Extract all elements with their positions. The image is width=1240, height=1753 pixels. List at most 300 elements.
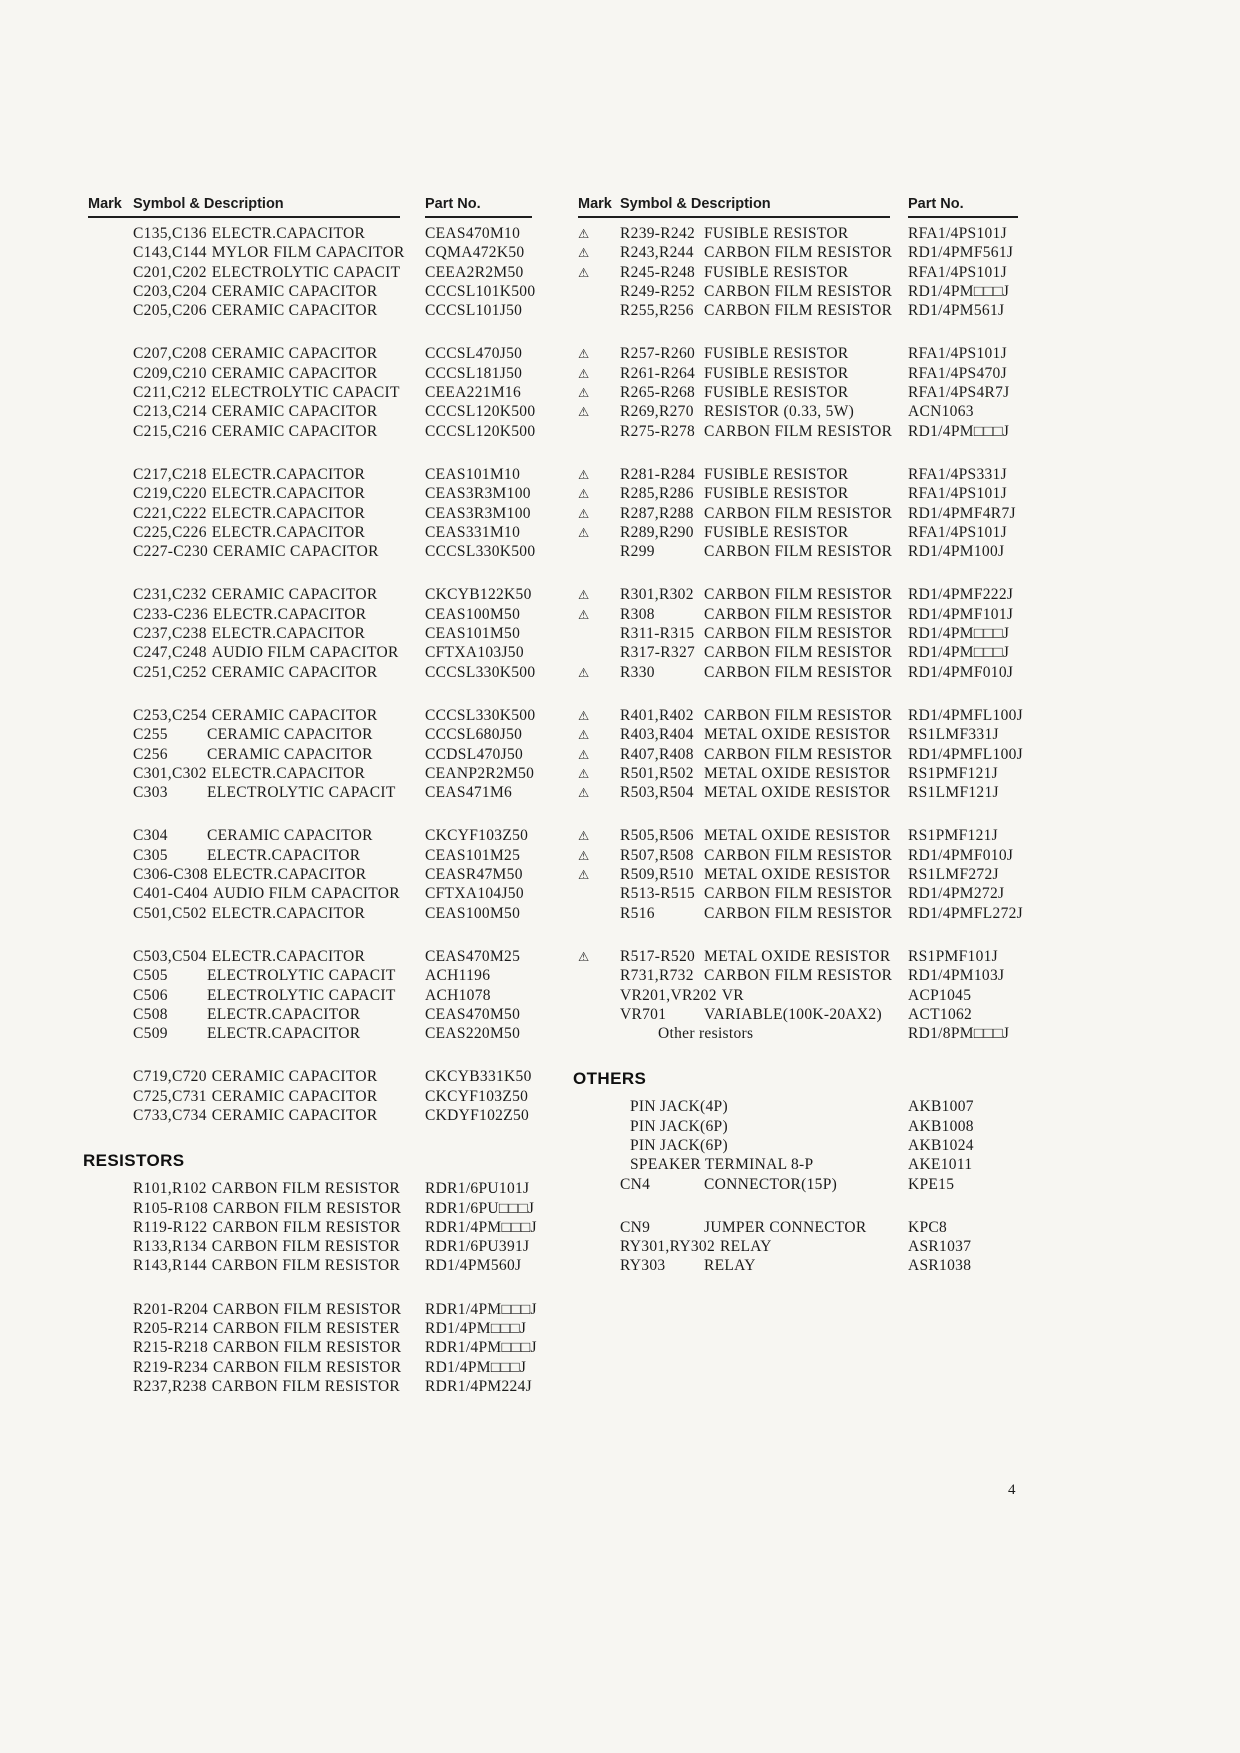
- component-group: [88, 465, 568, 561]
- description-cell: [620, 1155, 908, 1174]
- component-group: [88, 706, 568, 802]
- description-cell: [133, 1179, 425, 1198]
- parts-row: [88, 624, 568, 643]
- component-description: PIN JACK(6P): [630, 1117, 728, 1135]
- part-number-cell: RFA1/4PS101J: [908, 485, 1007, 503]
- part-number-cell: CEAS331M10: [425, 523, 521, 541]
- component-symbol: R317-R327: [620, 644, 696, 662]
- component-description: CARBON FILM RESISTOR: [211, 1238, 401, 1256]
- component-symbol: R403,R404: [620, 726, 694, 744]
- part-number-cell: CCCSL330K500: [425, 663, 536, 681]
- part-number-cell: CEAS100M50: [425, 605, 521, 623]
- description-cell: [133, 1256, 425, 1275]
- component-description: ELECTROLYTIC CAPACIT: [207, 967, 396, 985]
- column-header-left-group: [578, 196, 890, 218]
- part-number-cell: RD1/4PMF010J: [908, 663, 1014, 681]
- description-cell: [133, 745, 425, 764]
- component-description: CERAMIC CAPACITOR: [211, 403, 378, 421]
- parts-row: [578, 966, 1058, 985]
- description-cell: [133, 585, 425, 604]
- part-number-cell: RDR1/4PM□□□J: [425, 1339, 537, 1357]
- component-symbol: C255: [133, 726, 168, 744]
- component-description: CARBON FILM RESISTOR: [213, 1339, 402, 1357]
- parts-row: [88, 402, 568, 421]
- component-description: ELECTR.CAPACITOR: [213, 605, 367, 623]
- component-description: CARBON FILM RESISTOR: [704, 302, 893, 320]
- description-cell: [133, 1005, 425, 1024]
- component-symbol: C306-C308: [133, 866, 209, 884]
- component-symbol: C251,C252: [133, 663, 207, 681]
- component-description: ELECTR.CAPACITOR: [207, 846, 361, 864]
- description-cell: [133, 706, 425, 725]
- component-description: CERAMIC CAPACITOR: [211, 364, 378, 382]
- page-number: 4: [1008, 1482, 1016, 1498]
- parts-row: [578, 344, 1058, 363]
- parts-row: [88, 301, 568, 320]
- part-number-cell: CCDSL470J50: [425, 745, 524, 763]
- component-description: CARBON FILM RESISTOR: [704, 586, 893, 604]
- description-cell: [620, 402, 908, 421]
- component-description: METAL OXIDE RESISTOR: [704, 726, 891, 744]
- parts-row: [88, 344, 568, 363]
- part-number-cell: CEAS471M6: [425, 784, 513, 802]
- parts-row: [578, 1256, 1058, 1275]
- component-symbol: R330: [620, 663, 655, 681]
- component-symbol: C506: [133, 986, 168, 1004]
- component-description: FUSIBLE RESISTOR: [704, 384, 849, 402]
- description-cell: [620, 605, 908, 624]
- part-number-cell: RD1/4PMFL100J: [908, 706, 1024, 724]
- component-description: ELECTR.CAPACITOR: [211, 465, 366, 483]
- part-number-cell: RFA1/4PS4R7J: [908, 384, 1010, 402]
- warning-triangle-icon: ⚠: [578, 746, 590, 762]
- component-symbol: R205-R214: [133, 1320, 209, 1338]
- component-symbol: R513-R515: [620, 885, 696, 903]
- description-cell: [133, 504, 425, 523]
- warning-triangle-icon: ⚠: [578, 346, 590, 362]
- component-symbol: C719,C720: [133, 1068, 207, 1086]
- component-description: RELAY: [720, 1238, 772, 1256]
- part-number-cell: RDR1/4PM224J: [425, 1377, 532, 1395]
- part-number-cell: RD1/4PMF010J: [908, 846, 1014, 864]
- component-symbol: C508: [133, 1005, 168, 1023]
- parts-row: [578, 402, 1058, 421]
- part-number-cell: RFA1/4PS470J: [908, 364, 1007, 382]
- component-symbol: R407,R408: [620, 745, 694, 763]
- description-cell: [620, 1237, 908, 1256]
- part-number-cell: KPC8: [908, 1218, 948, 1236]
- description-cell: [620, 947, 908, 966]
- component-symbol: VR201,VR202: [620, 986, 717, 1004]
- parts-row: [578, 1097, 1058, 1116]
- component-symbol: C203,C204: [133, 282, 207, 300]
- part-number-cell: CKCYF103Z50: [425, 827, 529, 845]
- part-number-cell: RD1/4PMF101J: [908, 605, 1014, 623]
- description-cell: [133, 484, 425, 503]
- warning-triangle-icon: ⚠: [578, 707, 590, 723]
- component-group: [88, 585, 568, 681]
- component-symbol: C503,C504: [133, 947, 207, 965]
- warning-triangle-icon: ⚠: [578, 765, 590, 781]
- part-number-cell: RD1/4PM□□□J: [908, 644, 1010, 662]
- part-number-cell: ACN1063: [908, 403, 974, 421]
- section-heading-others: OTHERS: [573, 1069, 647, 1089]
- component-description: METAL OXIDE RESISTOR: [704, 866, 891, 884]
- parts-row: [578, 643, 1058, 662]
- component-symbol: C135,C136: [133, 225, 207, 242]
- component-description: VARIABLE(100K-20AX2): [704, 1005, 882, 1023]
- component-symbol: C304: [133, 827, 168, 845]
- parts-row: [88, 745, 568, 764]
- component-symbol: R261-R264: [620, 364, 696, 382]
- description-cell: [620, 764, 908, 783]
- component-symbol: R249-R252: [620, 282, 696, 300]
- parts-row: [88, 484, 568, 503]
- parts-row: [88, 725, 568, 744]
- component-description: CARBON FILM RESISTER: [213, 1320, 400, 1338]
- part-number-cell: RD1/4PM□□□J: [425, 1320, 527, 1338]
- component-symbol: C253,C254: [133, 706, 207, 724]
- part-number-cell: RD1/4PM561J: [908, 302, 1005, 320]
- parts-row: [88, 643, 568, 662]
- component-description: CERAMIC CAPACITOR: [211, 302, 378, 320]
- parts-row: [578, 301, 1058, 320]
- description-cell: [133, 846, 425, 865]
- part-number-cell: RS1LMF272J: [908, 866, 999, 884]
- component-symbol: R401,R402: [620, 706, 694, 724]
- component-description: CARBON FILM RESISTOR: [704, 244, 893, 262]
- component-description: CARBON FILM RESISTOR: [211, 1257, 401, 1275]
- parts-row: [88, 1300, 568, 1319]
- component-description: CERAMIC CAPACITOR: [211, 663, 378, 681]
- part-number-cell: AKB1008: [908, 1117, 974, 1135]
- component-symbol: R105-R108: [133, 1199, 209, 1217]
- component-description: CARBON FILM RESISTOR: [704, 663, 893, 681]
- parts-row: [578, 224, 1058, 243]
- component-group: [88, 1067, 568, 1125]
- column-header-part: Part No.: [908, 196, 1018, 218]
- part-number-cell: KPE15: [908, 1175, 955, 1193]
- component-symbol: C219,C220: [133, 485, 207, 503]
- part-number-cell: RD1/4PM□□□J: [908, 625, 1010, 643]
- parts-row: [578, 783, 1058, 802]
- component-symbol: R285,R286: [620, 485, 694, 503]
- part-number-cell: RD1/4PM□□□J: [425, 1358, 527, 1376]
- description-cell: [133, 344, 425, 363]
- warning-triangle-icon: ⚠: [578, 245, 590, 261]
- description-cell: [620, 1024, 908, 1043]
- parts-row: [88, 706, 568, 725]
- component-description: PIN JACK(4P): [630, 1098, 728, 1116]
- component-description: CARBON FILM RESISTOR: [211, 1377, 401, 1395]
- parts-row: [578, 282, 1058, 301]
- description-cell: [133, 243, 425, 262]
- description-cell: [133, 1338, 425, 1357]
- component-symbol: R245-R248: [620, 263, 696, 281]
- component-symbol: C725,C731: [133, 1087, 207, 1105]
- component-description: CARBON FILM RESISTOR: [704, 422, 893, 440]
- parts-row: [88, 605, 568, 624]
- column-header-mark: Mark: [88, 196, 122, 212]
- part-number-cell: CCCSL120K500: [425, 422, 536, 440]
- component-description: AUDIO FILM CAPACITOR: [211, 644, 399, 662]
- parts-row: [88, 846, 568, 865]
- part-number-cell: CKCYB122K50: [425, 586, 532, 604]
- description-cell: [133, 826, 425, 845]
- description-cell: [620, 504, 908, 523]
- component-description: CARBON FILM RESISTOR: [213, 1199, 402, 1217]
- description-cell: [133, 301, 425, 320]
- parts-row: [578, 1024, 1058, 1043]
- description-cell: [133, 904, 425, 923]
- column-header-part: Part No.: [425, 196, 532, 218]
- component-description: ELECTR.CAPACITOR: [211, 504, 366, 522]
- component-description: ELECTR.CAPACITOR: [211, 485, 366, 503]
- component-symbol: C205,C206: [133, 302, 207, 320]
- component-symbol: R265-R268: [620, 384, 696, 402]
- part-number-cell: CEAS3R3M100: [425, 504, 531, 522]
- part-number-cell: CEAS101M10: [425, 465, 521, 483]
- component-symbol: R503,R504: [620, 784, 694, 802]
- component-description: CARBON FILM RESISTOR: [213, 1300, 402, 1318]
- component-symbol: R243,R244: [620, 244, 694, 262]
- parts-row: [88, 826, 568, 845]
- part-number-cell: ACH1196: [425, 967, 491, 985]
- description-cell: [620, 1136, 908, 1155]
- description-cell: [133, 1300, 425, 1319]
- description-cell: [620, 865, 908, 884]
- description-cell: [133, 1106, 425, 1125]
- parts-row: [578, 484, 1058, 503]
- parts-row: [88, 1067, 568, 1086]
- column-header: [578, 196, 1058, 218]
- warning-triangle-icon: ⚠: [578, 606, 590, 622]
- component-description: ELECTR.CAPACITOR: [211, 904, 366, 922]
- component-group: [88, 1179, 568, 1275]
- parts-row: [88, 383, 568, 402]
- warning-triangle-icon: ⚠: [578, 785, 590, 801]
- component-symbol: C501,C502: [133, 904, 207, 922]
- component-description: Other resistors: [658, 1025, 754, 1043]
- warning-triangle-icon: ⚠: [578, 264, 590, 280]
- parts-row: [578, 1155, 1058, 1174]
- component-symbol: C303: [133, 784, 168, 802]
- component-group: [578, 826, 1058, 922]
- component-symbol: C211,C212: [133, 384, 207, 402]
- component-symbol: R257-R260: [620, 345, 696, 363]
- component-description: ELECTR.CAPACITOR: [211, 625, 366, 643]
- part-number-cell: CCCSL330K500: [425, 706, 536, 724]
- description-cell: [133, 1067, 425, 1086]
- part-number-cell: RDR1/6PU391J: [425, 1238, 530, 1256]
- warning-triangle-icon: ⚠: [578, 466, 590, 482]
- component-description: CERAMIC CAPACITOR: [211, 345, 378, 363]
- parts-row: [578, 585, 1058, 604]
- component-symbol: R731,R732: [620, 967, 694, 985]
- parts-row: [88, 986, 568, 1005]
- component-description: CERAMIC CAPACITOR: [207, 745, 373, 763]
- parts-row: [578, 706, 1058, 725]
- description-cell: [620, 663, 908, 682]
- part-number-cell: CEASR47M50: [425, 866, 523, 884]
- component-description: METAL OXIDE RESISTOR: [704, 764, 891, 782]
- parts-row: [88, 585, 568, 604]
- description-cell: [133, 624, 425, 643]
- component-description: FUSIBLE RESISTOR: [704, 465, 849, 483]
- component-description: CERAMIC CAPACITOR: [207, 726, 373, 744]
- part-number-cell: RD1/4PMF222J: [908, 586, 1014, 604]
- part-number-cell: AKE1011: [908, 1156, 973, 1174]
- description-cell: [620, 1097, 908, 1116]
- component-symbol: R237,R238: [133, 1377, 207, 1395]
- warning-triangle-icon: ⚠: [578, 365, 590, 381]
- part-number-cell: RFA1/4PS101J: [908, 345, 1007, 363]
- parts-row: [88, 465, 568, 484]
- component-description: ELECTROLYTIC CAPACIT: [211, 384, 400, 402]
- component-symbol: C213,C214: [133, 403, 207, 421]
- parts-row: [88, 1338, 568, 1357]
- warning-triangle-icon: ⚠: [578, 828, 590, 844]
- component-symbol: R501,R502: [620, 764, 694, 782]
- component-symbol: R275-R278: [620, 422, 696, 440]
- parts-row: [88, 1199, 568, 1218]
- parts-row: [88, 1179, 568, 1198]
- description-cell: [133, 663, 425, 682]
- component-description: FUSIBLE RESISTOR: [704, 485, 849, 503]
- description-cell: [133, 364, 425, 383]
- part-number-cell: ACP1045: [908, 986, 972, 1004]
- part-number-cell: RS1PMF121J: [908, 764, 999, 782]
- part-number-cell: CEEA2R2M50: [425, 263, 524, 281]
- description-cell: [133, 1358, 425, 1377]
- component-symbol: R311-R315: [620, 625, 695, 643]
- parts-row: [88, 364, 568, 383]
- component-description: CARBON FILM RESISTOR: [704, 967, 893, 985]
- component-description: CERAMIC CAPACITOR: [211, 586, 378, 604]
- parts-row: [578, 523, 1058, 542]
- component-group: [578, 344, 1058, 440]
- component-symbol: C233-C236: [133, 605, 209, 623]
- parts-row: [578, 865, 1058, 884]
- description-cell: [133, 643, 425, 662]
- part-number-cell: CEAS101M25: [425, 846, 521, 864]
- description-cell: [133, 465, 425, 484]
- parts-row: [578, 947, 1058, 966]
- part-number-cell: CCCSL470J50: [425, 345, 523, 363]
- component-description: RELAY: [704, 1257, 756, 1275]
- component-description: FUSIBLE RESISTOR: [704, 364, 849, 382]
- description-cell: [620, 783, 908, 802]
- component-symbol: C221,C222: [133, 504, 207, 522]
- description-cell: [133, 1024, 425, 1043]
- part-number-cell: AKB1007: [908, 1098, 974, 1116]
- component-group: [578, 706, 1058, 802]
- parts-row: [578, 1005, 1058, 1024]
- description-cell: [620, 624, 908, 643]
- parts-row: [578, 764, 1058, 783]
- description-cell: [133, 542, 425, 561]
- component-symbol: R517-R520: [620, 947, 696, 965]
- parts-row: [88, 243, 568, 262]
- description-cell: [133, 1377, 425, 1396]
- part-number-cell: AKB1024: [908, 1136, 974, 1154]
- description-cell: [620, 523, 908, 542]
- parts-row: [578, 465, 1058, 484]
- component-description: ELECTROLYTIC CAPACIT: [207, 784, 396, 802]
- part-number-cell: CCCSL680J50: [425, 726, 523, 744]
- description-cell: [620, 1117, 908, 1136]
- component-symbol: C247,C248: [133, 644, 207, 662]
- parts-row: [88, 1218, 568, 1237]
- component-symbol: R289,R290: [620, 523, 694, 541]
- component-symbol: R255,R256: [620, 302, 694, 320]
- parts-row: [578, 383, 1058, 402]
- description-cell: [133, 1199, 425, 1218]
- component-group: [578, 224, 1058, 320]
- part-number-cell: CFTXA104J50: [425, 885, 524, 903]
- component-description: CERAMIC CAPACITOR: [211, 1068, 378, 1086]
- part-number-cell: CEAS101M50: [425, 625, 521, 643]
- component-symbol: C733,C734: [133, 1106, 207, 1124]
- warning-triangle-icon: ⚠: [578, 226, 590, 241]
- component-symbol: C207,C208: [133, 345, 207, 363]
- description-cell: [133, 422, 425, 441]
- component-description: CARBON FILM RESISTOR: [704, 904, 893, 922]
- description-cell: [133, 884, 425, 903]
- component-group: [88, 224, 568, 320]
- component-symbol: RY303: [620, 1257, 666, 1275]
- part-number-cell: RD1/4PM103J: [908, 967, 1005, 985]
- component-description: CARBON FILM RESISTOR: [704, 504, 893, 522]
- part-number-cell: RFA1/4PS101J: [908, 225, 1007, 242]
- component-group: [578, 1218, 1058, 1276]
- parts-list-column-right: [573, 196, 1058, 1300]
- parts-row: [578, 663, 1058, 682]
- component-description: METAL OXIDE RESISTOR: [704, 827, 891, 845]
- part-number-cell: RFA1/4PS101J: [908, 263, 1007, 281]
- parts-row: [88, 282, 568, 301]
- component-description: CERAMIC CAPACITOR: [211, 1106, 378, 1124]
- parts-row: [88, 865, 568, 884]
- component-description: CARBON FILM RESISTOR: [704, 282, 893, 300]
- parts-row: [578, 504, 1058, 523]
- description-cell: [133, 1218, 425, 1237]
- component-symbol: R119-R122: [133, 1218, 208, 1236]
- parts-row: [578, 826, 1058, 845]
- component-description: FUSIBLE RESISTOR: [704, 225, 849, 242]
- component-symbol: R269,R270: [620, 403, 694, 421]
- part-number-cell: RD1/4PMF4R7J: [908, 504, 1016, 522]
- description-cell: [620, 725, 908, 744]
- parts-row: [88, 904, 568, 923]
- part-number-cell: CEAS220M50: [425, 1025, 521, 1043]
- part-number-cell: RFA1/4PS331J: [908, 465, 1007, 483]
- component-symbol: C509: [133, 1025, 168, 1043]
- component-symbol: C305: [133, 846, 168, 864]
- component-group: [88, 344, 568, 440]
- description-cell: [133, 605, 425, 624]
- part-number-cell: RDR1/4PM□□□J: [425, 1300, 537, 1318]
- warning-triangle-icon: ⚠: [578, 524, 590, 540]
- column-header-mark: Mark: [578, 196, 612, 212]
- description-cell: [133, 1237, 425, 1256]
- warning-triangle-icon: ⚠: [578, 727, 590, 743]
- component-description: CARBON FILM RESISTOR: [704, 625, 893, 643]
- component-symbol: R101,R102: [133, 1180, 207, 1198]
- parts-row: [578, 745, 1058, 764]
- part-number-cell: CEAS470M50: [425, 1005, 521, 1023]
- component-description: ELECTR.CAPACITOR: [211, 225, 366, 242]
